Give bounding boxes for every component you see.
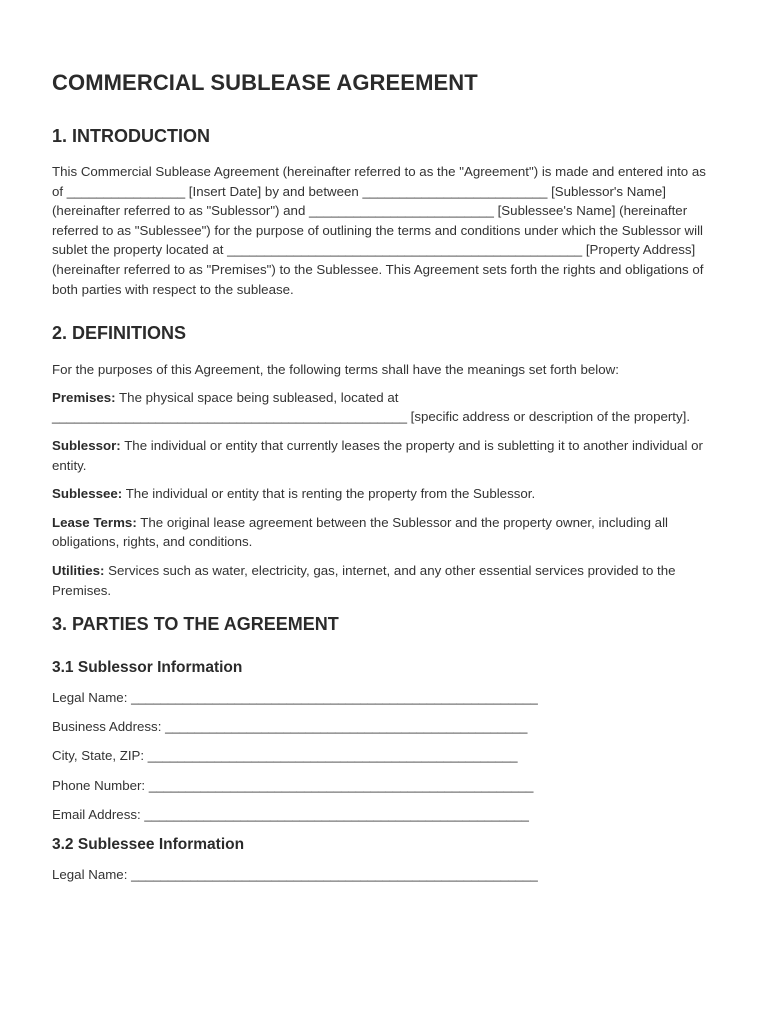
- sublessor-legal-name-field: Legal Name: _______________________________________________________: [52, 690, 538, 706]
- section-heading-parties: 3. PARTIES TO THE AGREEMENT: [52, 614, 339, 635]
- document-body: [52, 70, 720, 895]
- definition-text: The individual or entity that is renting the property from the Sublessor.: [125, 486, 536, 502]
- definitions-lead: For the purposes of this Agreement, the following terms shall have the meanings set forth below:: [52, 362, 619, 378]
- definition-term: Sublessee:: [52, 486, 123, 502]
- definition-term: Premises:: [52, 389, 116, 405]
- definition-premises: [52, 388, 720, 427]
- document-title: COMMERCIAL SUBLEASE AGREEMENT: [52, 70, 478, 95]
- sublessor-city-state-zip-field: City, State, ZIP: __________________________________________________: [52, 748, 518, 764]
- section-heading-introduction: 1. INTRODUCTION: [52, 126, 211, 146]
- introduction-paragraph: This Commercial Sublease Agreement (hereinafter referred to as the "Agreement") is made and entered into as of ________________ [Insert Date] by and between _________________________ [Sublessor's Name] (hereinafter referred to as "Sublessor") and _________________________ [Sublessee's Name] (hereinafter referred to as "Sublessee") for the purpose of outlining the terms and conditions under which the Sublessor will sublet the property located at ________________________________________________ [Property Address] (hereinafter referred to as "Premises") to the Sublessee. This Agreement sets forth the rights and obligations of both parties with respect to the sublease.: [52, 164, 706, 297]
- definition-lease-terms: [52, 513, 720, 552]
- sublessee-legal-name-field: Legal Name: _______________________________________________________: [52, 867, 538, 883]
- definition-sublessor: [52, 436, 720, 475]
- definition-term: Utilities:: [52, 562, 105, 578]
- definition-utilities: [52, 561, 720, 600]
- definition-sublessee: [52, 484, 720, 504]
- subsection-heading-sublessor: 3.1 Sublessor Information: [52, 659, 243, 677]
- sublessor-email-address-field: Email Address: ____________________________________________________: [52, 806, 529, 822]
- definition-term: Sublessor:: [52, 437, 121, 453]
- sublessor-phone-number-field: Phone Number: ____________________________________________________: [52, 777, 534, 793]
- sublessor-business-address-field: Business Address: _________________________________________________: [52, 719, 528, 735]
- definition-text: The physical space being subleased, located at ________________________________________________ [specific address or description of the property].: [52, 389, 691, 425]
- subsection-heading-sublessee: 3.2 Sublessee Information: [52, 836, 245, 854]
- definition-text: Services such as water, electricity, gas, internet, and any other essential services provided to the Premises.: [52, 562, 676, 598]
- definition-term: Lease Terms:: [52, 514, 137, 530]
- definition-text: The original lease agreement between the Sublessor and the property owner, including all obligations, rights, and conditions.: [52, 514, 668, 550]
- section-heading-definitions: 2. DEFINITIONS: [52, 323, 187, 344]
- definition-text: The individual or entity that currently leases the property and is subletting it to another individual or entity.: [52, 437, 703, 473]
